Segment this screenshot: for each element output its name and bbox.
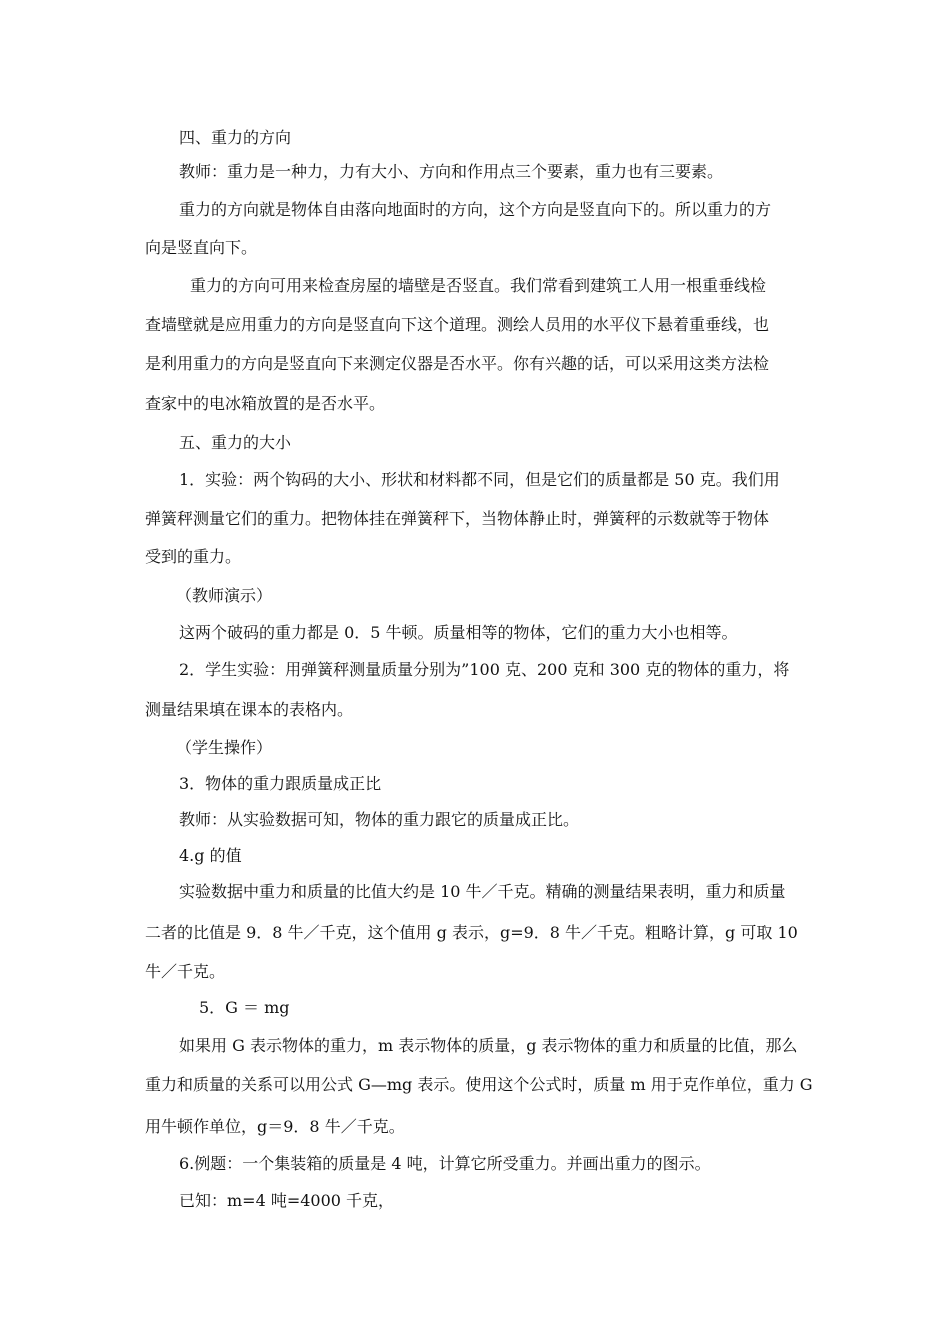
paragraph-line: 6.例题：一个集装箱的质量是 4 吨，计算它所受重力。并画出重力的图示。 (179, 1154, 711, 1173)
paragraph-line: 已知：m=4 吨=4000 千克， (179, 1191, 395, 1210)
paragraph-line: 二者的比值是 9．8 牛／千克，这个值用 g 表示，g=9．8 牛／千克。粗略计算，g 可取 10 (145, 923, 798, 942)
paragraph-line: 向是竖直向下。 (145, 238, 258, 257)
paragraph-line: 受到的重力。 (145, 547, 242, 566)
paragraph-line: 查墙壁就是应用重力的方向是竖直向下这个道理。测绘人员用的水平仪下悬着重垂线，也 (145, 315, 770, 334)
paragraph-line: 实验数据中重力和质量的比值大约是 10 牛／千克。精确的测量结果表明，重力和质量 (179, 882, 786, 901)
paragraph-line: 弹簧秤测量它们的重力。把物体挂在弹簧秤下，当物体静止时，弹簧秤的示数就等于物体 (145, 509, 770, 528)
section-heading-gravity-magnitude: 五、重力的大小 (179, 433, 292, 452)
section-heading-gravity-direction: 四、重力的方向 (179, 128, 292, 147)
paragraph-line: 重力和质量的关系可以用公式 G—mg 表示。使用这个公式时，质量 m 用于克作单位，重力 G (145, 1075, 813, 1094)
paragraph-line: 3．物体的重力跟质量成正比 (179, 774, 382, 793)
paragraph-line: 教师：从实验数据可知，物体的重力跟它的质量成正比。 (179, 810, 580, 829)
paragraph-line: 如果用 G 表示物体的重力，m 表示物体的质量，g 表示物体的重力和质量的比值，那么 (179, 1036, 798, 1055)
paragraph-line: 牛／千克。 (145, 962, 226, 981)
paragraph-line: 是利用重力的方向是竖直向下来测定仪器是否水平。你有兴趣的话，可以采用这类方法检 (145, 354, 770, 373)
paragraph-line: 4.g 的值 (179, 846, 242, 865)
paragraph-line: 查家中的电冰箱放置的是否水平。 (145, 394, 386, 413)
paragraph-line: 2．学生实验：用弹簧秤测量质量分别为”100 克、200 克和 300 克的物体的重力，将 (179, 660, 790, 679)
paragraph-line: 这两个破码的重力都是 0．5 牛顿。质量相等的物体，它们的重力大小也相等。 (179, 623, 738, 642)
paragraph-line: 重力的方向就是物体自由落向地面时的方向，这个方向是竖直向下的。所以重力的方 (179, 200, 772, 219)
paragraph-line: 测量结果填在课本的表格内。 (145, 700, 354, 719)
paragraph-line: 1．实验：两个钩码的大小、形状和材料都不同，但是它们的质量都是 50 克。我们用 (179, 470, 780, 489)
paragraph-line: 教师：重力是一种力，力有大小、方向和作用点三个要素，重力也有三要素。 (179, 162, 724, 181)
paragraph-line: 重力的方向可用来检查房屋的墙壁是否竖直。我们常看到建筑工人用一根重垂线检 (190, 276, 767, 295)
paragraph-line: 用牛顿作单位，g＝9．8 牛／千克。 (145, 1117, 405, 1136)
paragraph-line: （学生操作） (176, 738, 273, 757)
paragraph-line: （教师演示） (176, 586, 273, 605)
formula-heading: 5．G ＝ mg (199, 998, 290, 1017)
